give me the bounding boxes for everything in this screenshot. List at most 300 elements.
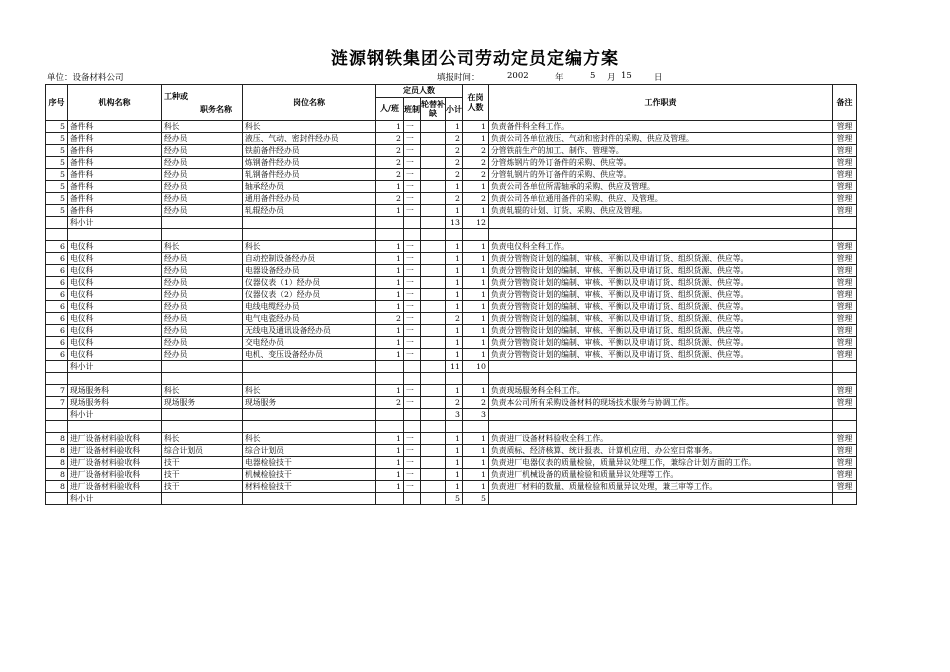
cell-subtotal: 1 [446,277,463,289]
cell-empty [404,409,421,421]
cell-org: 电仪科 [68,241,162,253]
cell-seq: 8 [46,445,68,457]
cell-empty [421,229,446,241]
cell-empty [404,493,421,505]
cell-empty [833,421,857,433]
cell-duty: 负责分管物资计划的编制、审核、平衡以及申请订货、组织货源、供应等。 [489,289,833,301]
cell-empty [421,373,446,385]
cell-shift-sys: 一 [404,121,421,133]
cell-empty [376,373,404,385]
cell-on-duty: 1 [463,385,489,397]
date-year: 2002 [507,71,529,81]
cell-duty [489,493,833,505]
cell-on-duty: 1 [463,277,489,289]
header-per-shift: 人/班 [376,98,404,121]
cell-post: 现场服务 [243,397,376,409]
cell-per-shift: 1 [376,349,404,361]
cell-on-duty: 2 [463,145,489,157]
header-shift-sys: 班制 [404,98,421,121]
cell-empty [489,421,833,433]
table-row [46,289,857,301]
cell-org: 备件科 [68,169,162,181]
cell-shift-sys: 一 [404,169,421,181]
cell-empty [421,409,446,421]
cell-note: 管理 [833,325,857,337]
cell-type: 技干 [162,457,243,469]
cell-on-duty: 1 [463,481,489,493]
table-row [46,133,857,145]
cell-subtotal: 2 [446,313,463,325]
cell-duty: 分管炼钢片的外订备件的采购、供应等。 [489,157,833,169]
cell-empty [446,373,463,385]
cell-subtotal: 1 [446,445,463,457]
cell-duty: 负责公司各单位通用备件的采购、供应、及管理。 [489,193,833,205]
cell-shift-sys: 一 [404,193,421,205]
cell-duty: 负责质标、经济核算、统计报表、计算机应用、办公室日常事务。 [489,445,833,457]
cell-seq: 6 [46,253,68,265]
cell-org: 现场服务科 [68,397,162,409]
cell-subtotal: 1 [446,301,463,313]
cell-per-shift: 1 [376,433,404,445]
cell-note: 管理 [833,469,857,481]
cell-note: 管理 [833,133,857,145]
cell-org: 备件科 [68,121,162,133]
cell-seq: 6 [46,301,68,313]
cell-empty [243,217,376,229]
cell-subtotal: 1 [446,121,463,133]
cell-on-duty: 1 [463,181,489,193]
cell-post: 科长 [243,433,376,445]
cell-org: 进厂设备材料验收科 [68,433,162,445]
cell-post: 机械检验技干 [243,469,376,481]
table-row [46,481,857,493]
cell-type: 经办员 [162,349,243,361]
cell-note: 管理 [833,457,857,469]
cell-type: 经办员 [162,265,243,277]
cell-empty [243,409,376,421]
date-year-unit: 年 [555,73,564,83]
cell-empty [421,493,446,505]
cell-post: 科长 [243,121,376,133]
cell-relief [421,265,446,277]
cell-subtotal: 2 [446,169,463,181]
header-subtotal: 小计 [446,98,463,121]
cell-duty: 负责分管物资计划的编制、审核、平衡以及申请订货、组织货源、供应等。 [489,349,833,361]
cell-empty [833,373,857,385]
cell-relief [421,169,446,181]
cell-note: 管理 [833,433,857,445]
cell-empty [68,421,162,433]
cell-per-shift: 1 [376,205,404,217]
date-month-unit: 月 [607,73,616,83]
date-day: 15 [621,71,632,81]
cell-seq: 6 [46,325,68,337]
cell-type: 经办员 [162,181,243,193]
cell-per-shift: 1 [376,481,404,493]
subtotal-on-duty: 5 [463,493,489,505]
table-row [46,181,857,193]
header-relief: 轮替补缺 [421,98,446,121]
cell-duty: 负责分管物资计划的编制、审核、平衡以及申请订货、组织货源、供应等。 [489,313,833,325]
cell-duty: 分管轧钢片的外订备件的采购、供应等。 [489,169,833,181]
cell-on-duty: 1 [463,337,489,349]
cell-subtotal: 1 [446,385,463,397]
document-title: 涟源钢铁集团公司劳动定员定编方案 [331,49,619,69]
cell-note: 管理 [833,289,857,301]
cell-duty: 负责分管物资计划的编制、审核、平衡以及申请订货、组织货源、供应等。 [489,301,833,313]
cell-empty [833,229,857,241]
cell-relief [421,469,446,481]
cell-shift-sys: 一 [404,325,421,337]
cell-seq: 5 [46,205,68,217]
subtotal-row [46,493,857,505]
cell-subtotal: 2 [446,397,463,409]
cell-per-shift: 1 [376,457,404,469]
cell-duty [489,217,833,229]
subtotal-label: 科小计 [68,409,162,421]
cell-subtotal: 2 [446,157,463,169]
cell-empty [376,421,404,433]
cell-shift-sys: 一 [404,433,421,445]
cell-subtotal: 1 [446,481,463,493]
cell-type: 经办员 [162,169,243,181]
cell-relief [421,193,446,205]
cell-duty: 分管铁前生产的加工、制作、管理等。 [489,145,833,157]
cell-post: 电机、变压设备经办员 [243,349,376,361]
cell-per-shift: 1 [376,445,404,457]
table-row [46,241,857,253]
table-row [46,397,857,409]
cell-empty [243,493,376,505]
cell-on-duty: 1 [463,313,489,325]
cell-note: 管理 [833,121,857,133]
cell-org: 电仪科 [68,277,162,289]
cell-relief [421,205,446,217]
cell-type: 经办员 [162,337,243,349]
cell-per-shift: 1 [376,301,404,313]
cell-shift-sys: 一 [404,337,421,349]
cell-seq: 5 [46,145,68,157]
cell-duty: 负责进厂电器仪表的质量检验，质量异议处理工作，兼综合计划方面的工作。 [489,457,833,469]
cell-duty: 负责公司各单位所需轴承的采购、供应及管理。 [489,181,833,193]
cell-type: 科长 [162,121,243,133]
cell-on-duty: 1 [463,205,489,217]
cell-subtotal: 2 [446,133,463,145]
cell-empty [46,373,68,385]
cell-org: 电仪科 [68,301,162,313]
cell-empty [243,361,376,373]
cell-post: 交电经办员 [243,337,376,349]
cell-post: 电线电缆经办员 [243,301,376,313]
table-row [46,301,857,313]
cell-per-shift: 2 [376,313,404,325]
cell-on-duty: 1 [463,457,489,469]
table-row [46,433,857,445]
cell-on-duty: 1 [463,121,489,133]
cell-post: 自动控制设备经办员 [243,253,376,265]
cell-on-duty: 1 [463,469,489,481]
table-row [46,457,857,469]
cell-duty: 负责公司各单位液压、气动和密封件的采购、供应及管理。 [489,133,833,145]
subtotal-on-duty: 12 [463,217,489,229]
cell-relief [421,181,446,193]
cell-duty [489,409,833,421]
cell-subtotal: 1 [446,469,463,481]
cell-relief [421,313,446,325]
cell-post: 轧钢备件经办员 [243,169,376,181]
header-note: 备注 [833,85,857,121]
cell-per-shift: 1 [376,121,404,133]
cell-post: 仪器仪表（2）经办员 [243,289,376,301]
cell-on-duty: 2 [463,157,489,169]
cell-relief [421,241,446,253]
cell-shift-sys: 一 [404,385,421,397]
cell-empty [68,229,162,241]
cell-org: 备件科 [68,145,162,157]
cell-relief [421,145,446,157]
cell-relief [421,157,446,169]
cell-on-duty: 1 [463,349,489,361]
header-seq: 序号 [46,85,68,121]
cell-shift-sys: 一 [404,445,421,457]
cell-post: 液压、气动、密封件经办员 [243,133,376,145]
cell-seq: 5 [46,157,68,169]
cell-on-duty: 1 [463,253,489,265]
table-row [46,325,857,337]
cell-shift-sys: 一 [404,145,421,157]
subtotal-row [46,409,857,421]
cell-empty [376,493,404,505]
cell-seq: 5 [46,121,68,133]
cell-type: 经办员 [162,157,243,169]
cell-org: 备件科 [68,181,162,193]
date-day-unit: 日 [654,73,663,83]
table-row [46,157,857,169]
table-row [46,145,857,157]
cell-seq: 6 [46,277,68,289]
cell-note: 管理 [833,397,857,409]
subtotal-value: 3 [446,409,463,421]
table-row [46,205,857,217]
cell-note: 管理 [833,337,857,349]
cell-subtotal: 1 [446,205,463,217]
table-row [46,469,857,481]
cell-empty [243,373,376,385]
header-on-duty: 在岗人数 [463,85,489,121]
cell-shift-sys: 一 [404,301,421,313]
cell-org: 现场服务科 [68,385,162,397]
cell-subtotal: 1 [446,457,463,469]
cell-per-shift: 1 [376,277,404,289]
header-quota: 定员人数 [376,85,463,98]
cell-empty [421,217,446,229]
cell-note [833,217,857,229]
table-row [46,313,857,325]
cell-empty [243,229,376,241]
cell-note: 管理 [833,481,857,493]
cell-on-duty: 1 [463,325,489,337]
cell-empty [404,373,421,385]
cell-empty [489,229,833,241]
cell-on-duty: 2 [463,193,489,205]
cell-per-shift: 1 [376,385,404,397]
cell-empty [162,229,243,241]
cell-seq: 6 [46,349,68,361]
cell-shift-sys: 一 [404,133,421,145]
cell-org: 进厂设备材料验收科 [68,481,162,493]
cell-org: 备件科 [68,133,162,145]
subtotal-row [46,361,857,373]
cell-duty: 负责轧辊的计划、订货、采购、供应及管理。 [489,205,833,217]
cell-subtotal: 1 [446,337,463,349]
table-row [46,349,857,361]
cell-note: 管理 [833,253,857,265]
cell-note: 管理 [833,445,857,457]
date-label: 填报时间： [437,73,480,83]
cell-empty [376,361,404,373]
subtotal-value: 13 [446,217,463,229]
cell-type: 经办员 [162,313,243,325]
cell-per-shift: 2 [376,193,404,205]
cell-shift-sys: 一 [404,265,421,277]
cell-note: 管理 [833,277,857,289]
cell-relief [421,289,446,301]
cell-duty: 负责电仪科全科工作。 [489,241,833,253]
cell-duty: 负责进厂机械设备的质量检验和质量异议处理等工作。 [489,469,833,481]
cell-relief [421,445,446,457]
cell-note: 管理 [833,205,857,217]
cell-relief [421,253,446,265]
cell-per-shift: 2 [376,169,404,181]
cell-on-duty: 1 [463,301,489,313]
cell-post: 轴承经办员 [243,181,376,193]
cell-post: 无线电及通讯设备经办员 [243,325,376,337]
cell-per-shift: 1 [376,181,404,193]
cell-shift-sys: 一 [404,157,421,169]
table-row [46,277,857,289]
cell-empty [376,409,404,421]
cell-type: 经办员 [162,253,243,265]
cell-note: 管理 [833,181,857,193]
cell-empty [463,229,489,241]
cell-seq: 5 [46,133,68,145]
cell-seq: 8 [46,433,68,445]
cell-empty [421,421,446,433]
cell-note: 管理 [833,301,857,313]
table-row [46,193,857,205]
cell-duty: 负责分管物资计划的编制、审核、平衡以及申请订货、组织货源、供应等。 [489,265,833,277]
cell-note: 管理 [833,265,857,277]
header-org: 机构名称 [68,85,162,121]
cell-duty [489,361,833,373]
cell-empty [162,409,243,421]
cell-type: 经办员 [162,145,243,157]
cell-type: 现场服务 [162,397,243,409]
cell-note: 管理 [833,145,857,157]
cell-empty [46,421,68,433]
cell-empty [162,217,243,229]
cell-subtotal: 2 [446,145,463,157]
cell-empty [243,421,376,433]
cell-on-duty: 1 [463,445,489,457]
cell-note: 管理 [833,313,857,325]
header-post: 岗位名称 [243,85,376,121]
cell-duty: 负责分管物资计划的编制、审核、平衡以及申请订货、组织货源、供应等。 [489,325,833,337]
cell-per-shift: 2 [376,397,404,409]
cell-subtotal: 1 [446,289,463,301]
cell-relief [421,481,446,493]
table-row [46,337,857,349]
cell-per-shift: 2 [376,145,404,157]
cell-per-shift: 1 [376,265,404,277]
cell-empty [46,229,68,241]
cell-seq [46,493,68,505]
cell-empty [463,373,489,385]
cell-empty [376,217,404,229]
cell-seq: 8 [46,469,68,481]
cell-per-shift: 1 [376,289,404,301]
cell-note [833,493,857,505]
table-row [46,265,857,277]
cell-note: 管理 [833,193,857,205]
cell-shift-sys: 一 [404,457,421,469]
cell-post: 综合计划员 [243,445,376,457]
cell-post: 通用备件经办员 [243,193,376,205]
cell-duty: 负责本公司所有采购设备材料的现场技术服务与协调工作。 [489,397,833,409]
cell-seq: 6 [46,313,68,325]
cell-type: 科长 [162,433,243,445]
cell-subtotal: 1 [446,181,463,193]
cell-type: 经办员 [162,133,243,145]
cell-post: 材料检验技干 [243,481,376,493]
cell-per-shift: 2 [376,133,404,145]
cell-duty: 负责现场服务科全科工作。 [489,385,833,397]
cell-relief [421,397,446,409]
cell-post: 科长 [243,241,376,253]
subtotal-value: 5 [446,493,463,505]
cell-org: 备件科 [68,193,162,205]
cell-subtotal: 1 [446,253,463,265]
cell-org: 电仪科 [68,313,162,325]
cell-org: 进厂设备材料验收科 [68,457,162,469]
cell-per-shift: 1 [376,241,404,253]
cell-type: 经办员 [162,325,243,337]
cell-seq: 6 [46,241,68,253]
cell-on-duty: 2 [463,397,489,409]
cell-org: 备件科 [68,205,162,217]
cell-subtotal: 1 [446,349,463,361]
cell-org: 进厂设备材料验收科 [68,469,162,481]
staffing-table [45,84,857,505]
cell-duty: 负责分管物资计划的编制、审核、平衡以及申请订货、组织货源、供应等。 [489,277,833,289]
cell-on-duty: 1 [463,133,489,145]
spacer-row [46,373,857,385]
cell-seq [46,217,68,229]
cell-post: 电器设备经办员 [243,265,376,277]
cell-post: 仪器仪表（1）经办员 [243,277,376,289]
cell-subtotal: 1 [446,265,463,277]
cell-note: 管理 [833,385,857,397]
cell-note: 管理 [833,169,857,181]
cell-subtotal: 1 [446,433,463,445]
cell-org: 电仪科 [68,349,162,361]
cell-seq: 5 [46,169,68,181]
cell-post: 铁前备件经办员 [243,145,376,157]
cell-org: 进厂设备材料验收科 [68,445,162,457]
cell-per-shift: 1 [376,337,404,349]
cell-type: 科长 [162,385,243,397]
cell-note [833,409,857,421]
